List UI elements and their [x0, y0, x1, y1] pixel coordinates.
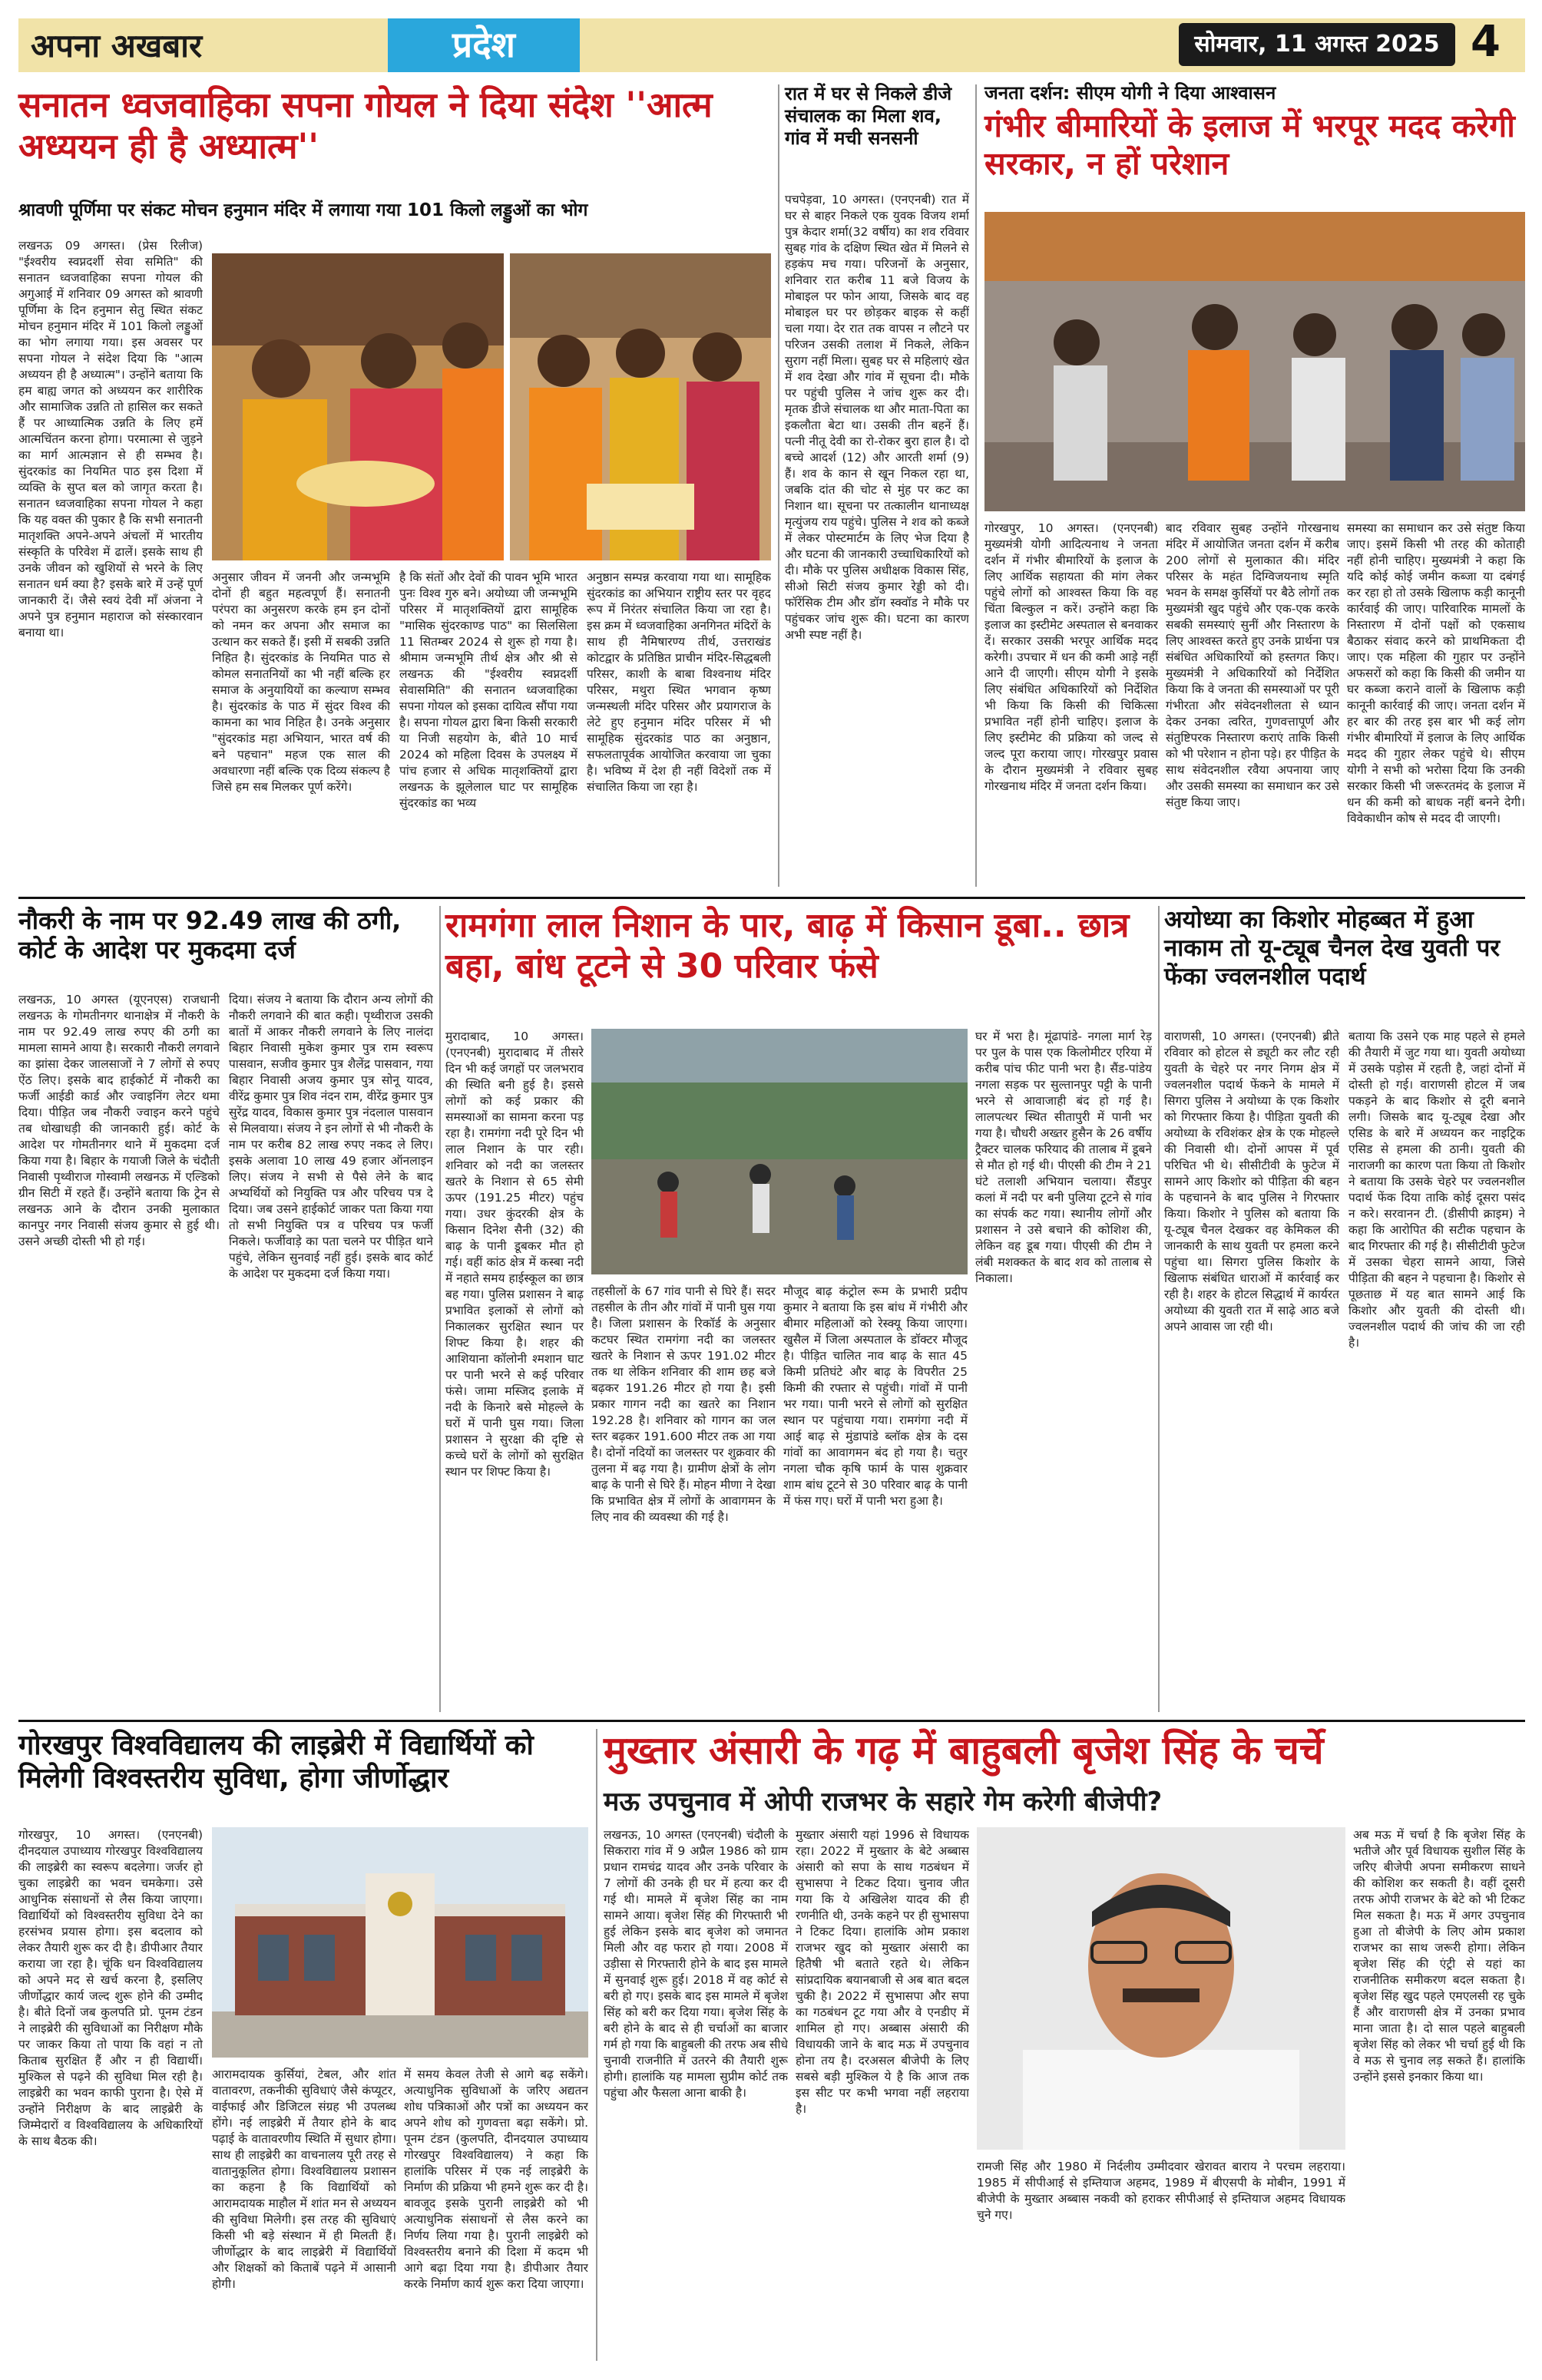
story4-column-2: दिया। संजय ने बताया कि दौरान अन्य लोगों की नौकरी लगवाने की बात कही। पृथ्वीराज उसकी बातों में आकर नौकरी लगवाने के लिए नालंदा बिहार निवासी मुकेश कुमार पुत्र राम स्वरूप पासवान, सजीव कुमार पुत्र शैलेंद्र पासवान, गया बिहार निवासी अजय कुमार पुत्र सोनू यादव, वीरेंद्र कुमार पुत्र शिव नंदन राम, वीरेंद्र कुमार पुत्र सुरेंद्र यादव, विकास कुमार पुत्र नंदलाल पासवान से मिलवाया। संजय ने इन लोगों से भी नौकरी के नाम पर करीब 82 लाख रुपए नकद ले लिए। इसके अलावा 10 लाख 49 हजार ऑनलाइन लिए। संजय ने सभी से पैसे लेने के बाद अभ्यर्थियों को नियुक्ति पत्र और परिचय पत्र दे दिया। जब उसने हाईकोर्ट जाकर पता किया गया तो सभी नियुक्ति पत्र व परिचय पत्र फर्जी निकले। फर्जीवाड़े का पता चलने पर पीड़ित थाने पहुंचे, लेकिन सुनवाई नहीं हुई। इसके बाद कोर्ट के आदेश पर मुकदमा दर्ज किया गया। [229, 993, 433, 1281]
story7-column-2: आरामदायक कुर्सियां, टेबल, और शांत वातावरण, तकनीकी सुविधाएं जैसे कंप्यूटर, वाईफाई और डिजिटल संग्रह भी उपलब्ध होंगे। नई लाइब्रेरी में तैयार होने के बाद पढ़ाई के वातावरणीय स्थिति में सुधार होगा। साथ ही लाइब्रेरी का वाचनालय पूरी तरह से वातानुकूलित होगा। विश्वविद्यालय प्रशासन का कहना है कि विद्यार्थियों को आरामदायक माहौल में शांत मन से अध्ययन की सुविधा मिलेगी। इस तरह की सुविधाएं किसी भी बड़े संस्थान में ही मिलती हैं। जीर्णोद्धार के बाद लाइब्रेरी में विद्यार्थियों और शिक्षकों को किताबें पढ़ने में आसानी होगी। [212, 2068, 396, 2291]
story5-column-4: घर में भरा है। मूंढापांडे- नगला मार्ग रेड़ पर पुल के पास एक किलोमीटर एरिया में करीब पांच फीट पानी भरा है। सैंड-पांडेय नगला सड़क पर सुल्तानपुर पट्टी के पानी भरने से आवाजाही बंद हो गई है। लालपत्थर स्थित सीतापुरी में पानी भर गया है। चौधरी अख्तर हुसैन के 26 वर्षीय ट्रैक्टर चालक फरियाद की तालाब में डूबने से मौत हो गई थी। पीएसी की टीम ने 21 घंटे तलाशी अभियान चलाया। सैंडपुर कलां में नदी पर बनी पुलिया टूटने से गांव का संपर्क कट गया। स्थानीय लोगों और प्रशासन ने उसे बचाने की कोशिश की, लेकिन वह डूब गया। पीएसी की टीम ने लंबी मशक्कत के बाद शव को तालाब से निकाला। [975, 1030, 1152, 1285]
story7-column-1: गोरखपुर, 10 अगस्त। (एनएनबी) दीनदयाल उपाध्याय गोरखपुर विश्वविद्यालय की लाइब्रेरी का स्वरूप बदलेगा। जर्जर हो चुका लाइब्रेरी का भवन चमकेगा। उसे आधुनिक संसाधनों से लैस किया जाएगा। विद्यार्थियों को विश्वस्तरीय सुविधा देने का हरसंभव प्रयास होगा। इस बदलाव को लेकर तैयारी शुरू कर दी है। डीपीआर तैयार कराया जा रहा है। चूंकि धन विश्वविद्यालय को अपने मद से खर्च करना है, इसलिए जीर्णोद्धार कार्य जल्द शुरू होने की उम्मीद है। बीते दिनों जब कुलपति प्रो. पूनम टंडन ने लाइब्रेरी की सुविधाओं का निरीक्षण मौके पर जाकर किया तो पाया कि वहां न तो किताब सुरक्षित हैं और न ही विद्यार्थी। मुश्किल से पढ़ने की सुविधा मिल रही है। लाइब्रेरी का भवन काफी पुराना है। ऐसे में उन्होंने निरीक्षण के बाद लाइब्रेरी के जिम्मेदारों व विश्वविद्यालय के अधिकारियों के साथ बैठक की। [18, 1828, 203, 2148]
column-divider [596, 1729, 597, 2361]
page-number: 4 [1471, 17, 1501, 67]
story8-column-3: अब मऊ में चर्चा है कि बृजेश सिंह के भतीजे और पूर्व विधायक सुशील सिंह के जरिए बीजेपी अपना समीकरण साधने की कोशिश कर सकती है। वहीं दूसरी तरफ ओपी राजभर के बेटे को भी टिकट मिल सकता है। मऊ में अगर उपचुनाव हुआ तो बीजेपी के लिए ओम प्रकाश राजभर का साथ जरूरी होगा। लेकिन बृजेश सिंह की एंट्री से यहां का राजनीतिक समीकरण बदल सकता है। बृजेश सिंह खुद पहले एमएलसी रह चुके हैं और वाराणसी क्षेत्र में उनका प्रभाव माना जाता है। दो साल पहले बाहुबली बृजेश सिंह को लेकर भी चर्चा हुई थी कि वे मऊ से चुनाव लड़ सकते हैं। हालांकि उन्होंने इससे इनकार किया था। [1353, 1828, 1525, 2084]
issue-date: सोमवार, 11 अगस्त 2025 [1179, 23, 1455, 66]
story1-subhead: श्रावणी पूर्णिमा पर संकट मोचन हनुमान मंदिर में लगाया गया 101 किलो लड्डुओं का भोग [18, 200, 588, 220]
story8-photo-portrait [977, 1827, 1345, 2150]
story8-subhead: मऊ उपचुनाव में ओपी राजभर के सहारे गेम करेगी बीजेपी? [604, 1787, 1163, 1817]
story2-headline: रात में घर से निकले डीजे संचालक का मिला शव, गांव में मची सनसनी [785, 83, 952, 149]
story1-column-4: अनुष्ठान सम्पन्न करवाया गया था। सामूहिक सुंदरकांड का अभियान राष्ट्रीय स्तर पर वृहद रूप में निरंतर संचालित किया जा रहा है। इस क्रम में ध्वजवाहिका अनगिनत मंदिरों के साथ ही नैमिषारण्य तीर्थ, उत्तराखंड कोटद्वार के प्रतिष्ठित प्राचीन मंदिर-सिद्धबली परिसर, काशी के बाबा विश्वनाथ मंदिर परिसर, मथुरा स्थित भगवान कृष्ण जन्मस्थली मंदिर परिसर और प्रयागराज के लेटे हुए हनुमान मंदिर परिसर में भी सामूहिक सुंदरकांड पाठ का अनुष्ठान, सफलतापूर्वक आयोजित करवाया जा चुका है। भविष्य में देश ही नहीं विदेशों तक में संचालित किया जा रहा है। [587, 570, 771, 794]
section-rule [18, 1720, 1525, 1722]
story5-column-2: तहसीलों के 67 गांव पानी से घिरे हैं। सदर तहसील के तीन और गांवों में पानी घुस गया है। जिला प्रशासन के रिकॉर्ड के अनुसार कटघर स्थित रामगंगा नदी का जलस्तर खतरे के निशान से ऊपर 191.02 मीटर तक था लेकिन शनिवार की शाम छह बजे बढ़कर 191.26 मीटर हो गया है। इसी प्रकार गागन नदी का खतरे का निशान 192.28 है। शनिवार को गागन का जल स्तर बढ़कर 191.600 मीटर तक आ गया है। दोनों नदियों का जलस्तर पर शुक्रवार की तुलना में बढ़ गया है। ग्रामीण क्षेत्रों के लोग बाढ़ के पानी से घिरे हैं। मोहन मीणा ने देखा कि प्रभावित क्षेत्र में लोगों के आवागमन के लिए नाव की व्यवस्था की गई है। [591, 1284, 776, 1524]
story1-photo-offering [510, 253, 771, 560]
story7-headline: गोरखपुर विश्वविद्यालय की लाइब्रेरी में विद्यार्थियों को मिलेगी विश्वस्तरीय सुविधा, होगा जीर्णोद्धार [18, 1730, 534, 1795]
story4-headline: नौकरी के नाम पर 92.49 लाख की ठगी, कोर्ट के आदेश पर मुकदमा दर्ज [18, 906, 402, 965]
story3-column-3: समस्या का समाधान कर उसे संतुष्ट किया जाए। इसमें किसी भी तरह की कोताही नहीं होनी चाहिए। मुख्यमंत्री ने कहा कि यदि कोई कोई जमीन कब्जा या दबंगई कर रहा हो तो उसके खिलाफ कड़ी कानूनी कार्रवाई की जाए। पारिवारिक मामलों के निस्तारण में दोनों पक्षों को एकसाथ बैठाकर संवाद करने को प्राथमिकता दी जाए। एक महिला की गुहार पर उन्होंने अफसरों को कहा कि किसी की जमीन या घर कब्जा कराने वालों के खिलाफ कड़ी कानूनी कार्रवाई की जाए। जनता दर्शन में हर बार की तरह इस बार भी कई लोग गंभीर बीमारियों में इलाज के लिए आर्थिक मदद की गुहार लेकर पहुंचे थे। सीएम योगी ने सभी को भरोसा दिया कि उनकी सरकार किसी भी जरूरतमंद के इलाज में धन की कमी को बाधक नहीं बनने देगी। विवेकाधीन कोष से मदद दी जाएगी। [1347, 521, 1525, 825]
paper-name: अपना अखबार [31, 27, 203, 64]
story3-column-1: गोरखपुर, 10 अगस्त। (एनएनबी) मुख्यमंत्री योगी आदित्यनाथ ने जनता दर्शन में गंभीर बीमारियों के इलाज के लिए आर्थिक सहायता की मांग लेकर पहुंचे लोगों को आश्वस्त किया कि वह चिंता बिल्कुल न करें। उन्होंने कहा कि इलाज का इस्टीमेट अस्पताल से बनवाकर दें। सरकार उसकी भरपूर आर्थिक मदद करेगी। उपचार में धन की कमी आड़े नहीं आने दी जाएगी। सीएम योगी ने इसके लिए संबंधित अधिकारियों को निर्देशित भी किया कि किसी की चिकित्सा प्रभावित नहीं होनी चाहिए। इलाज के लिए इस्टीमेट की प्रक्रिया को जल्द से जल्द पूरा कराया जाए। गोरखपुर प्रवास के दौरान मुख्यमंत्री ने रविवार सुबह गोरखनाथ मंदिर में जनता दर्शन किया। [984, 521, 1158, 793]
column-divider [778, 84, 779, 887]
story1-photo-worship [212, 253, 504, 560]
section-rule [18, 897, 1525, 899]
story5-headline: रामगंगा लाल निशान के पार, बाढ़ में किसान डूबा.. छात्र बहा, बांध टूटने से 30 परिवार फंसे [445, 906, 1130, 986]
story1-column-2: अनुसार जीवन में जननी और जन्मभूमि दोनों ही बहुत महत्वपूर्ण हैं। सनातनी परंपरा का अनुसरण करके हम इन दोनों को नमन कर अपना और समाज का उत्थान कर सकते हैं। इसी में सबकी उन्नति निहित है। सुंदरकांड के नियमित पाठ से कोमल सनातनियों का भी नहीं बल्कि हर समाज के अनुयायियों का कल्याण सम्भव है। सुंदरकांड के पाठ में सुंदर विश्व की कामना का भाव निहित है। उनके अनुसार "सुंदरकांड महा अभियान, भारत वर्ष की बने पहचान" महज एक साल की अवधारणा नहीं बल्कि एक दिव्य संकल्प है जिसे हम सब मिलकर पूर्ण करेंगे। [212, 570, 390, 794]
story5-column-1: मुरादाबाद, 10 अगस्त। (एनएनबी) मुरादाबाद में तीसरे दिन भी कई जगहों पर जलभराव की स्थिति बनी हुई है। इससे लोगों को कई प्रकार की समस्याओं का सामना करना पड़ रहा है। रामगंगा नदी पूरे दिन भी लाल निशान के पार रही। शनिवार को नदी का जलस्तर खतरे के निशान से 65 सेमी ऊपर (191.25 मीटर) पहुंच गया। उधर कुंदरकी क्षेत्र के किसान दिनेश सैनी (32) की बाढ़ के पानी डूबकर मौत हो गई। वहीं कांठ क्षेत्र में कस्बा नदी में नहाते समय हाईस्कूल का छात्र बह गया। पुलिस प्रशासन ने बाढ़ प्रभावित इलाकों से लोगों को निकालकर सुरक्षित स्थान पर शिफ्ट किया है। शहर की आशियाना कॉलोनी श्मशान घाट पर पानी भरने से कई परिवार फंसे। जामा मस्जिद इलाके में नदी के किनारे बसे मोहल्ले के घरों में पानी घुस गया। जिला प्रशासन ने सुरक्षा की दृष्टि से कच्चे घरों के लोगों को सुरक्षित स्थान पर शिफ्ट किया है। [445, 1030, 584, 1479]
story6-headline: अयोध्या का किशोर मोहब्बत में हुआ नाकाम तो यू-ट्यूब चैनल देख युवती पर फेंका ज्वलनशील पदार्थ [1164, 906, 1501, 991]
story1-column-3: है कि संतों और देवों की पावन भूमि भारत पुनः विश्व गुरु बने। अयोध्या जी जन्मभूमि परिसर में मातृशक्तियों द्वारा सामूहिक "मासिक सुंदरकाण्ड पाठ" का सिलसिला 11 सितम्बर 2024 से शुरू हो गया है। श्रीमाम जन्मभूमि तीर्थ क्षेत्र और श्री से लखनऊ की "ईश्वरीय स्वप्नदर्शी सेवासमिति" की सनातन ध्वजवाहिका सपना गोयल को इसका दायित्व सौंपा गया है। सपना गोयल द्वारा बिना किसी सरकारी या निजी सहयोग के, बीते 10 मार्च 2024 को महिला दिवस के उपलक्ष्य में पांच हजार से अधिक मातृशक्तियों द्वारा लखनऊ के झूलेलाल घाट पर सामूहिक सुंदरकांड का भव्य [399, 570, 577, 810]
story4-column-1: लखनऊ, 10 अगस्त (यूएनएस) राजधानी लखनऊ के गोमतीनगर थानाक्षेत्र में नौकरी के नाम पर 92.49 लाख रुपए की ठगी का मामला सामने आया है। सरकारी नौकरी लगवाने का झांसा देकर जालसाजों ने 7 लोगों से रुपए ऐंठ लिए। इसके बाद हाईकोर्ट में नौकरी का फर्जी आईडी कार्ड और ज्वाइनिंग लेटर थमा दिया। पीड़ित जब नौकरी ज्वाइन करने पहुंचे तब धोखाधड़ी की जानकारी हुई। कोर्ट के आदेश पर गोमतीनगर थाने में मुकदमा दर्ज किया गया है। बिहार के गयाजी जिले के चंदौती निवासी पृथ्वीराज गोस्वामी लखनऊ में एल्डिको ग्रीन सिटी में रहते हैं। उन्होंने बताया कि ट्रेन से लखनऊ आने के दौरान उनकी मुलाकात कानपुर नगर निवासी संजय कुमार से हुई थी। उसने अच्छी दोस्ती भी हो गई। [18, 993, 220, 1248]
story6-column-2: बताया कि उसने एक माह पहले से हमले की तैयारी में जुट गया था। युवती अयोध्या में उसके पड़ोस में रहती है, जहां दोनों में दोस्ती हो गई। वाराणसी होटल में जब पकड़ने के बाद किशोर से दूरी बनाने लगी। जिसके बाद यू-ट्यूब देखा और एसिड के बारे में अध्ययन कर नाइट्रिक एसिड से हमला की ठानी। युवती की नाराजगी का कारण पता किया तो किशोर ने बताया कि उसके चेहरे पर ज्वलनशील पदार्थ फेंक दिया ताकि कोई दूसरा पसंद न करे। सरवानन टी. (डीसीपी क्राइम) ने कहा कि आरोपित की सटीक पहचान के बाद गिरफ्तार की गई है। सीसीटीवी फुटेज में उसका चेहरा सामने आया, जिसे पीड़िता की बहन ने पहचाना है। किशोर से पूछताछ में यह बात सामने आई कि किशोर और युवती की दोस्ती थी। ज्वलनशील पदार्थ की जांच की जा रही है। [1348, 1030, 1525, 1350]
story8-column-1: लखनऊ, 10 अगस्त (एनएनबी) चंदौली के सिकरारा गांव में 9 अप्रैल 1986 को ग्राम प्रधान रामचंद्र यादव और उनके परिवार के 7 लोगों की उनके ही घर में हत्या कर दी गई थी। मामले में बृजेश सिंह का नाम सामने आया। बृजेश सिंह की गिरफ्तारी भी हुई लेकिन इसके बाद बृजेश को जमानत मिली और वह फरार हो गया। 2008 में उड़ीसा से गिरफ्तारी होने के बाद इस मामले में सुनवाई शुरू हुई। 2018 में वह कोर्ट से बरी हो गए। इसके बाद इस मामले में बृजेश सिंह को बरी कर दिया गया। बृजेश सिंह के बरी होने के बाद से ही चर्चाओं का बाजार गर्म हो गया कि बाहुबली की तरफ अब सीधे चुनावी राजनीति में उतरने की तैयारी शुरू होगी। हालांकि यह मामला सुप्रीम कोर्ट तक पहुंचा और फैसला आना बाकी है। [604, 1828, 788, 2100]
story6-column-1: वाराणसी, 10 अगस्त। (एनएनबी) ब्रीते रविवार को होटल से ड्यूटी कर लौट रही युवती के चेहरे पर नगर निगम क्षेत्र में ज्वलनशील पदार्थ फेंकने के मामले में सिगरा पुलिस ने अयोध्या के एक किशोर को गिरफ्तार किया है। पीड़िता युवती की अयोध्या के रविशंकर क्षेत्र के एक मोहल्ले की निवासी थी। दोनों आपस में पूर्व परिचित भी थे। सीसीटीवी के फुटेज में सामने आए किशोर को पीड़िता की बहन के पहचानने के बाद पुलिस ने गिरफ्तार किया। किशोर ने पुलिस को बताया कि यू-ट्यूब चैनल देखकर वह केमिकल की जानकारी के साथ युवती पर हमला करने पहुंचा था। सिगरा पुलिस किशोर के खिलाफ संबंधित धाराओं में कार्रवाई कर रही है। शहर के होटल सिद्धार्थ में कार्यरत अयोध्या की युवती रात में साढ़े आठ बजे अपने आवास जा रही थी। [1164, 1030, 1339, 1334]
story3-headline: गंभीर बीमारियों के इलाज में भरपूर मदद करेगी सरकार, न हों परेशान [984, 107, 1515, 183]
story2-body: पचपेड़वा, 10 अगस्त। (एनएनबी) रात में घर से बाहर निकले एक युवक विजय शर्मा पुत्र केदार शर्मा(32 वर्षीय) का शव रविवार सुबह गांव के दक्षिण स्थित खेत में मिलने से हड़कंप मच गया। परिजनों के अनुसार, शनिवार रात करीब 11 बजे विजय के मोबाइल पर फोन आया, जिसके बाद वह मोबाइल घर पर छोड़कर बाइक से कहीं चला गया। देर रात तक वापस न लौटने पर परिजन उसकी तलाश में निकले, लेकिन सुराग नहीं मिला। सुबह घर से महिलाएं खेत में शव देखा और गांव में सूचना दी। मौके पर पहुंची पुलिस ने जांच शुरू कर दी। मृतक डीजे संचालक था और माता-पिता का इकलौता बेटा था। उसकी तीन बहनें हैं। पत्नी नीतू देवी का रो-रोकर बुरा हाल है। दो बच्चे आदर्श (12) और आरती शर्मा (9) हैं। शव के कान से खून निकल रहा था, जबकि दांत की चोट से मुंह पर कट का निशान था। सूचना पर तत्कालीन थानाध्यक्ष मृत्युंजय राय पहुंचे। पुलिस ने शव को कब्जे में लेकर पोस्टमार्टम के लिए भेज दिया है और घटना की जानकारी उच्चाधिकारियों को दी। मौके पर पुलिस अधीक्षक विकास सिंह, सीओ सिटी संजय कुमार रेड्डी को दी। फॉरेंसिक टीम और डॉग स्क्वॉड ने मौके पर पहुंचकर जांच शुरू की। घटना का कारण अभी स्पष्ट नहीं है। [785, 193, 969, 642]
story3-photo-janta-darshan [984, 212, 1525, 511]
column-divider [975, 84, 977, 887]
story7-photo-library [212, 1827, 588, 2058]
story8-headline: मुख्तार अंसारी के गढ़ में बाहुबली बृजेश सिंह के चर्चे [604, 1728, 1324, 1773]
story8-photo-caption-text: रामजी सिंह और 1980 में निर्दलीय उम्मीदवार खेरावत बाराय ने परचम लहराया। 1985 में सीपीआई से इम्तियाज अहमद, 1989 में बीएसपी के मोबीन, 1991 में बीजेपी के मुख्तार अब्बास नकवी को हराकर सीपीआई से इम्तियाज अहमद विधायक चुने गए। [977, 2160, 1345, 2222]
story5-column-3: मौजूद बाढ़ कंट्रोल रूम के प्रभारी प्रदीप कुमार ने बताया कि इस बांध में गंभीरी और बीमार महिलाओं को रेस्क्यू किया जाएगा। खुसैल में जिला अस्पताल के डॉक्टर मौजूद है। पीड़ित चालित नाव बाढ़ के सात 45 किमी प्रतिघंटे और बाढ़ के विपरीत 25 किमी की रफ्तार से पहुंची। गांवों में पानी भर गया। पानी भरने से लोगों को सुरक्षित स्थान पर पहुंचाया गया। रामगंगा नदी में आई बाढ़ से मुंडापांडे ब्लॉक क्षेत्र के दस गांवों का आवागमन बंद हो गया है। चतुर नगला चौक कृषि फार्म के पास शुक्रवार शाम बांध टूटने से 30 परिवार बाढ़ के पानी में फंस गए। घरों में पानी भरा हुआ है। [783, 1284, 968, 1508]
story8-column-2: मुख्तार अंसारी यहां 1996 से विधायक रहा। 2022 में मुख्तार के बेटे अब्बास अंसारी को सपा के साथ गठबंधन में सुभासपा ने टिकट दिया। चुनाव जीत गया कि ये अखिलेश यादव की ही रणनीति थी, उनके कहने पर ही सुभासपा ने टिकट दिया। हालांकि ओम प्रकाश राजभर खुद को मुख्तार अंसारी का हितैषी भी बताते रहते थे। लेकिन सांप्रदायिक बयानबाजी से अब बात बदल चुकी है। 2022 में सुभासपा और सपा का गठबंधन टूट गया और वे एनडीए में शामिल हो गए। अब्बास अंसारी की विधायकी जाने के बाद मऊ में उपचुनाव होना तय है। दरअसल बीजेपी के लिए सबसे बड़ी मुश्किल ये है कि आज तक इस सीट पर कभी भगवा नहीं लहराया है। [796, 1828, 969, 2116]
story1-headline: सनातन ध्वजवाहिका सपना गोयल ने दिया संदेश ''आत्म अध्ययन ही है अध्यात्म'' [18, 84, 713, 167]
section-label: प्रदेश [388, 18, 580, 72]
story3-kicker: जनता दर्शन: सीएम योगी ने दिया आश्वासन [984, 82, 1276, 104]
story1-column-1: लखनऊ 09 अगस्त। (प्रेस रिलीज) "ईश्वरीय स्वप्नदर्शी सेवा समिति" की सनातन ध्वजवाहिका सपना गोयल की अगुआई में शनिवार 09 अगस्त को श्रावणी पूर्णिमा के दिन हनुमान सेतु स्थित संकट मोचन हनुमान मंदिर में 101 किलो लड्डुओं का भोग लगाया गया। इस अवसर पर सपना गोयल ने संदेश दिया कि "आत्म अध्ययन ही है अध्यात्म"। उन्होंने बताया कि हम बाह्य जगत को अध्ययन कर शारीरिक और सामाजिक उन्नति तो हासिल कर सकते हैं पर आध्यात्मिक उन्नति के लिए हमें आत्मचिंतन करना होगा। परमात्मा से जुड़ने का मार्ग आत्मज्ञान से ही सम्भव है। सुंदरकांड का नियमित पाठ इस दिशा में व्यक्ति के सुप्त बल को जागृत करता है। सनातन ध्वजवाहिका सपना गोयल ने कहा कि यह वक्त की पुकार है कि सभी सनातनी मातृशक्ति अपने-अपने अंचलों में भारतीय संस्कृति के परिवेश में ढालें। इसके साथ ही उनके जीवन को खुशियों से भरने के लिए सनातन धर्म क्या है? इसके बारे में उन्हें पूर्ण जानकारी दें। जैसे स्वयं देवी माँ अंजना ने अपने पुत्र हनुमान महाराज को संस्कारवान बनाया था। [18, 239, 203, 640]
story3-column-2: बाद रविवार सुबह उन्होंने गोरखनाथ मंदिर में आयोजित जनता दर्शन में करीब 200 लोगों से मुलाकात की। मंदिर परिसर के महंत दिग्विजयनाथ स्मृति भवन के समक्ष कुर्सियों पर बैठे लोगों तक मुख्यमंत्री खुद पहुंचे और एक-एक करके सबकी समस्याएं सुनीं और निस्तारण के लिए आश्वस्त करते हुए उनके प्रार्थना पत्र संबंधित अधिकारियों को हस्तगत किए। मुख्यमंत्री ने अधिकारियों को निर्देशित किया कि वे जनता की समस्याओं पर पूरी गंभीरता और संवेदनशीलता से ध्यान देकर उनका त्वरित, गुणवत्तापूर्ण और संतुष्टिपरक निस्तारण कराएं ताकि किसी को भी परेशान न होना पड़े। हर पीड़ित के साथ संवेदनशील रवैया अपनाया जाए और उसकी समस्या का समाधान कर उसे संतुष्ट किया जाए। [1166, 521, 1339, 809]
column-divider [439, 906, 441, 1712]
story5-photo-flood [591, 1029, 968, 1274]
story7-column-3: में समय केवल तेजी से आगे बढ़ सकेंगे। अत्याधुनिक सुविधाओं के जरिए अद्यतन शोध पत्रिकाओं और पत्रों का अध्ययन कर अपने शोध को गुणवत्ता बढ़ा सकेंगे। प्रो. पूनम टंडन (कुलपति, दीनदयाल उपाध्याय गोरखपुर विश्वविद्यालय) ने कहा कि हालांकि परिसर में एक नई लाइब्रेरी के निर्माण की प्रक्रिया भी हमने शुरू कर दी है। बावजूद इसके पुरानी लाइब्रेरी को भी अत्याधुनिक संसाधनों से लैस करने का निर्णय लिया गया है। पुरानी लाइब्रेरी को विश्वस्तरीय बनाने की दिशा में कदम भी आगे बढ़ा दिया गया है। डीपीआर तैयार करके निर्माण कार्य शुरू करा दिया जाएगा। [404, 2068, 588, 2291]
column-divider [1158, 906, 1160, 1712]
